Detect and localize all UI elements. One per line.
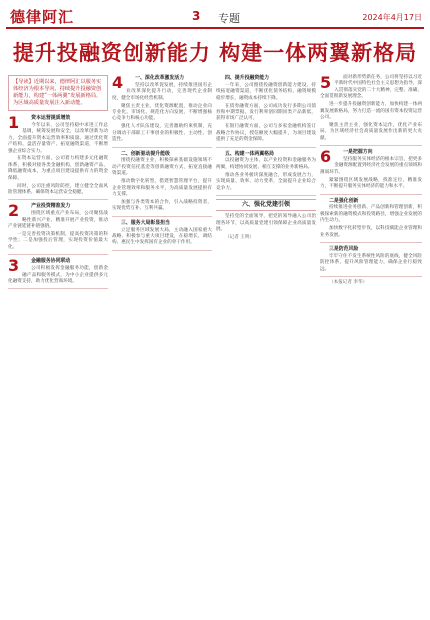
section-title: 三、服务大局彰显担当 xyxy=(121,219,170,226)
article-paragraph: 加强与各类资本的合作，引入战略投资者，实现优势互补、互利共赢。 xyxy=(112,199,212,212)
article-paragraph: 今年以来，公司坚持稳中求进工作总基调，统筹发展和安全，以改革创新为动力，全面提升资本运营效率和质量。通过优化资产结构、盘活存量资产、拓宽融资渠道，不断增强企业综合实力。 xyxy=(8,122,108,154)
section-divider xyxy=(112,216,212,217)
newspaper-logo: 德律阿汇 xyxy=(10,8,75,26)
column-4 xyxy=(320,75,422,288)
section-number: 6 xyxy=(320,147,332,167)
article-paragraph: 一年来，公司围绕投融资创新能力建设，持续拓宽融资渠道，不断优化债务结构，融资规模稳步增长，融资成本持续下降。 xyxy=(216,82,316,101)
article-paragraph: 强化人才队伍建设，完善激励约束机制，充分调动干部职工干事创业的积极性、主动性、创造性。 xyxy=(112,124,212,143)
section-number: 2 xyxy=(8,201,20,221)
article-paragraph: 推动各业务板块深度融合，形成发展合力，实现质量、效率、动力变革，全面提升企业综合竞争力。 xyxy=(216,172,316,191)
article-paragraph: 推动数字化转型，搭建智慧管理平台，提升企业管理效率和服务水平，为高质量发展提供有力支撑。 xyxy=(112,179,212,197)
article-paragraph: 坚持党的全面领导，把党的领导融入公司治理各环节，以高质量党建引领保障企业高质量发展。 xyxy=(216,214,316,233)
article-paragraph: 围绕投融资主业，积极探索基础设施领域不动产投资信托基金等创新融资方式，拓宽直接融资渠道。 xyxy=(112,158,212,177)
article-paragraph: 以投融资为主体，以产业投资和金融服务为两翼，构建协同发展、相互支撑的业务新格局。 xyxy=(216,158,316,170)
page-number: 3 xyxy=(192,9,201,23)
section-divider xyxy=(216,147,316,148)
article-paragraph: 持续推进业务创新、产品创新和管理创新，积极探索新的融资模式和投资路径，增强企业发展的内生动力。 xyxy=(320,205,422,224)
article-paragraph: 聚焦主责主业，优化资源配置，推动企业向专业化、市场化、规范化方向发展，不断增强核心竞争力和核心功能。 xyxy=(112,103,212,122)
masthead xyxy=(6,5,424,29)
section-divider xyxy=(8,199,108,200)
article-paragraph: 紧紧围绕区域发展战略，找准定位，精准发力，不断提升服务实体经济的能力和水平。 xyxy=(320,177,422,190)
section-divider xyxy=(112,250,212,251)
section-divider xyxy=(112,147,212,148)
section-divider xyxy=(8,254,108,255)
section-divider xyxy=(320,194,422,195)
article-paragraph: 牢牢守住不发生系统性风险的底线，健全风险防控体系，提升风险管理能力，确保企业行稳致远。 xyxy=(320,253,422,272)
section-title: 一、深化改革激发活力 xyxy=(135,75,185,81)
article-paragraph: 一是完善投资决策机制，提高投资决策的科学性；二是加强投后管理，实现投资价值最大化。 xyxy=(8,232,108,250)
article-paragraph: 围绕区域重点产业布局，公司聚焦战略性新兴产业，精准开展产业投资，推动产业链延链补链强链。 xyxy=(8,211,108,230)
section-name: 专题 xyxy=(218,12,240,25)
byline: （本报记者 李华） xyxy=(329,280,368,286)
section-number: 5 xyxy=(320,73,332,92)
lead-summary: 【导读】近期以来，德律阿汇以服务实体经济为根本导向，持续提升投融资创新能力，构建“一体两翼”发展新格局，为区域高质量发展注入新动能。 xyxy=(8,75,108,111)
section-title: 三是防范风险 xyxy=(329,245,359,252)
section-number: 3 xyxy=(8,256,20,276)
section-number: 1 xyxy=(8,113,20,132)
section-divider xyxy=(216,195,316,196)
article-paragraph: 在债券融资方面，公司成功发行多期公司债券和中期票据，发行利率创同期同类产品新低，获得市场广泛认可。 xyxy=(216,103,316,122)
section-divider xyxy=(320,242,422,243)
section-title: 四、提升投融资能力 xyxy=(225,75,270,81)
article-paragraph: 坚持以改革促发展，持续推进国有企业改革深化提升行动，完善现代企业制度，健全市场化经营机制。 xyxy=(112,82,212,101)
section-subhead: 六、强化党建引领 xyxy=(216,199,316,211)
article-paragraph: 进一步提升投融资创新能力，加快构建一体两翼发展新格局，努力打造一流的国有资本投资运营公司。 xyxy=(320,102,422,120)
article-paragraph: 聚焦主责主业，强化资本运作，优化产业布局，为区域经济社会高质量发展作出新的更大贡献。 xyxy=(320,122,422,141)
section-title: 资本运营提质增效 xyxy=(31,115,71,121)
byline: （记者 王明） xyxy=(225,235,255,241)
article-paragraph: 在资本运营方面，公司着力构建多元化融资体系，积极对接各类金融机构，创新融资产品，降低融资成本，为重点项目建设提供有力的资金保障。 xyxy=(8,156,108,181)
column-2 xyxy=(112,75,212,254)
section-title: 二是强化创新 xyxy=(329,197,359,204)
section-divider xyxy=(320,276,422,277)
article-paragraph: 同时，公司注重风险防控，建立健全全面风险管理体系，确保资本运营安全稳健。 xyxy=(8,183,108,195)
column-3 xyxy=(216,75,316,243)
section-divider xyxy=(8,288,108,289)
article-paragraph: 加快数字化转型步伐，以科技赋能企业管理和业务发展。 xyxy=(320,226,422,238)
section-title: 五、构建一体两翼格局 xyxy=(225,150,274,157)
section-number: 4 xyxy=(112,73,124,92)
column-1 xyxy=(8,75,108,292)
section-title: 一是把握方向 xyxy=(343,149,373,156)
article-paragraph: 立足服务区域发展大局，主动融入国家重大战略，积极参与重大项目建设，在稳增长、调结构、惠民生中发挥国有企业的骨干作用。 xyxy=(112,227,212,246)
section-divider xyxy=(320,145,422,146)
section-title: 二、创新驱动提升能级 xyxy=(121,150,170,157)
issue-date: 2024年4月17日 xyxy=(362,13,422,22)
article-paragraph: 面对新形势新任务，公司将坚持以习近平新时代中国特色社会主义思想为指导，深入贯彻落实党的二十大精神，完整、准确、全面贯彻新发展理念。 xyxy=(320,75,422,100)
article-paragraph: 坚持服务实体经济的根本宗旨，把更多金融资源配置到经济社会发展的重点领域和薄弱环节。 xyxy=(320,156,422,175)
page-headline: 提升投融资创新能力 构建一体两翼新格局 xyxy=(12,41,418,65)
article-paragraph: 公司积极发挥金融服务功能，创新金融产品和服务模式，为中小企业提供多元化融资支持，助力优化营商环境。 xyxy=(8,266,108,284)
article-paragraph: 在银行融资方面，公司与多家金融机构签订战略合作协议，授信额度大幅提升，为项目建设提供了充足的资金保障。 xyxy=(216,124,316,143)
section-title: 产业投资精准发力 xyxy=(31,203,71,210)
section-title: 金融服务协同联动 xyxy=(31,258,71,265)
